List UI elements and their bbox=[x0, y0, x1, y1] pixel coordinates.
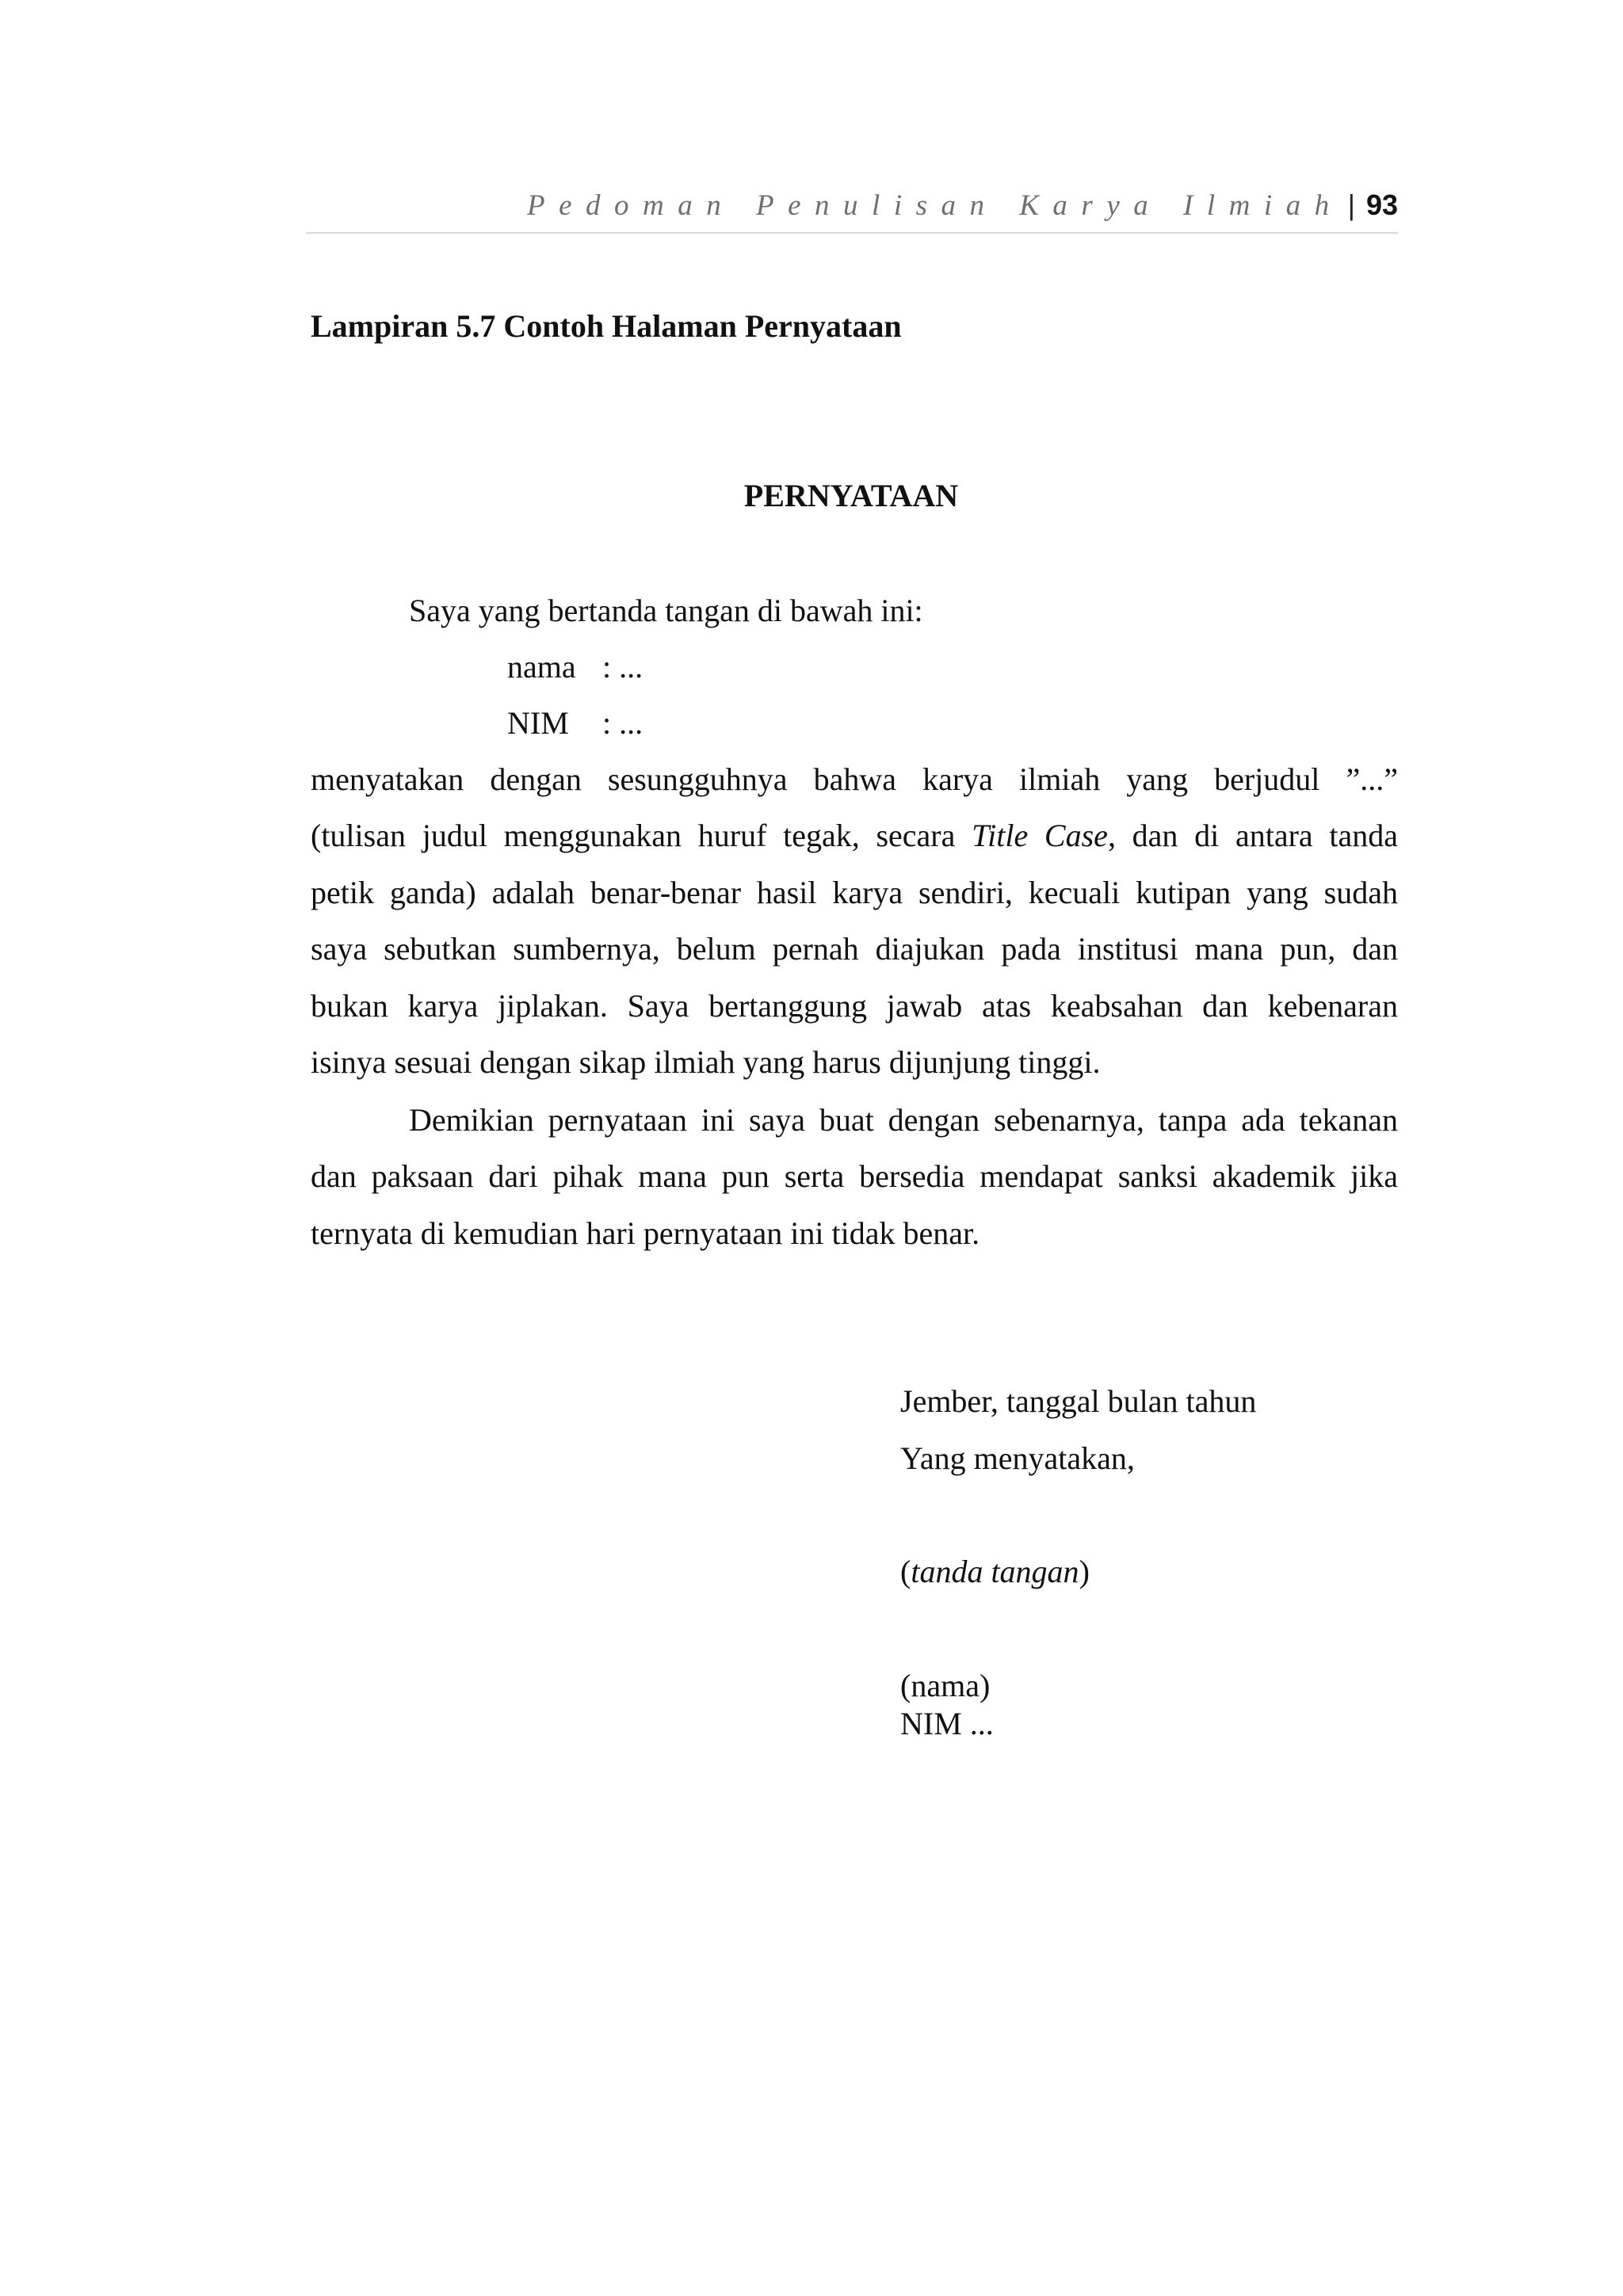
appendix-title: Lampiran 5.7 Contoh Halaman Pernyataan bbox=[311, 308, 902, 344]
field-label-nim: NIM bbox=[507, 705, 569, 741]
signature-placeholder-text: tanda tangan bbox=[911, 1554, 1079, 1589]
running-header bbox=[306, 189, 1398, 233]
closing-paragraph bbox=[311, 1100, 1398, 1270]
signature-placeholder bbox=[900, 1553, 1090, 1590]
field-nim bbox=[507, 704, 643, 742]
field-label-nama: nama bbox=[507, 649, 576, 685]
signature-paren-close: ) bbox=[1079, 1554, 1090, 1589]
paragraph-line: petik ganda) adalah benar-benar hasil karya sendiri, kecuali kutipan yang sudah bbox=[311, 874, 1398, 910]
paragraph-line: dan paksaan dari pihak mana pun serta bersedia mendapat sanksi akademik jika bbox=[311, 1158, 1398, 1195]
paragraph-line: saya sebutkan sumbernya, belum pernah diajukan pada institusi mana pun, dan bbox=[311, 931, 1398, 967]
paragraph-line: isinya sesuai dengan sikap ilmiah yang harus dijunjung tinggi. bbox=[311, 1043, 1101, 1080]
paragraph-italic-text: Title Case bbox=[972, 818, 1108, 854]
signature-nim: NIM ... bbox=[900, 1706, 994, 1741]
paragraph-line bbox=[311, 816, 1398, 872]
paragraph-line: menyatakan dengan sesungguhnya bahwa karya ilmiah yang berjudul ”...” bbox=[311, 761, 1398, 797]
header-separator: | bbox=[1347, 189, 1355, 221]
paragraph-text: (tulisan judul menggunakan huruf tegak, secara bbox=[311, 818, 972, 854]
signature-name: (nama) bbox=[900, 1668, 991, 1703]
paragraph-text: , dan di antara tanda bbox=[1107, 818, 1399, 854]
header-rule bbox=[306, 232, 1398, 234]
signature-signer-label: Yang menyatakan, bbox=[900, 1440, 1135, 1476]
statement-paragraph bbox=[311, 760, 1398, 1099]
signature-place-date: Jember, tanggal bulan tahun bbox=[900, 1383, 1257, 1419]
document-heading: PERNYATAAN bbox=[743, 478, 959, 513]
field-value-nama: : ... bbox=[602, 649, 643, 685]
field-nama bbox=[507, 648, 643, 685]
paragraph-line: ternyata di kemudian hari pernyataan ini tidak benar. bbox=[311, 1215, 980, 1251]
page-number: 93 bbox=[1365, 189, 1398, 221]
running-title: Pedoman Penulisan Karya Ilmiah bbox=[527, 189, 1343, 222]
field-value-nim: : ... bbox=[602, 705, 643, 741]
signature-paren-open: ( bbox=[900, 1554, 911, 1589]
intro-line: Saya yang bertanda tangan di bawah ini: bbox=[409, 593, 923, 628]
paragraph-line: bukan karya jiplakan. Saya bertanggung jawab atas keabsahan dan kebenaran bbox=[311, 987, 1398, 1024]
paragraph-line: Demikian pernyataan ini saya buat dengan sebenarnya, tanpa ada tekanan bbox=[409, 1102, 1398, 1138]
